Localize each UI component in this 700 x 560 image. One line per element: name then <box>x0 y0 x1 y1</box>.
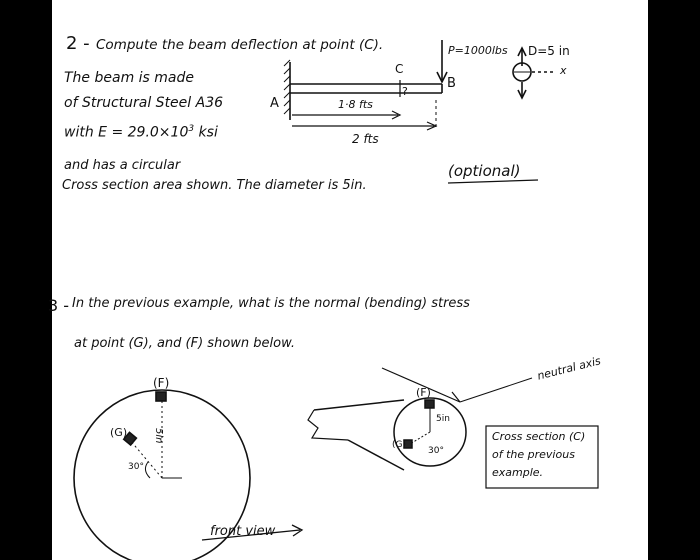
problem-2-text-line3 <box>64 124 218 141</box>
optional-underline <box>448 180 538 183</box>
label-point-b: B <box>447 76 456 91</box>
front-angle-arc <box>145 462 150 478</box>
note-line-1: Cross section (C) <box>492 430 586 443</box>
iso-g-line <box>410 432 430 444</box>
iso-angle-label: 30° <box>428 446 444 456</box>
worksheet-page <box>48 0 648 560</box>
problem-2-text-line2: of Structural Steel A36 <box>64 95 224 111</box>
dim-label-2: 2 fts <box>352 132 379 146</box>
problem-3-text-line2: at point (G), and (F) shown below. <box>74 336 296 351</box>
optional-label: (optional) <box>448 162 521 180</box>
iso-label-g: (G) <box>392 440 406 450</box>
load-label: P=1000lbs <box>448 44 508 57</box>
problem-2-text-line5: Cross section area shown. The diameter is 5in. <box>62 178 367 193</box>
iso-point-f <box>425 400 434 408</box>
beam-diagram <box>284 40 556 130</box>
problem-3-text-line1: In the previous example, what is the normal (bending) stress <box>72 296 470 311</box>
point-f-marker <box>156 392 166 401</box>
front-label-g: (G) <box>110 426 128 439</box>
question-mark: ? <box>402 85 408 98</box>
front-radius-label: 5in <box>153 428 164 444</box>
note-line-2: of the previous <box>492 448 575 461</box>
front-label-f: (F) <box>153 376 170 390</box>
x-axis-label: x <box>560 64 567 77</box>
isometric-sketch <box>308 368 598 488</box>
front-view-label: front view <box>210 524 276 539</box>
label-point-a: A <box>270 96 279 111</box>
problem-2-title: Compute the beam deflection at point (C). <box>96 37 384 53</box>
iso-top-edge <box>314 400 404 410</box>
dim-label-1-8: 1·8 fts <box>338 98 373 111</box>
neutral-axis-label: neutral axis <box>536 354 603 383</box>
wall-hatching <box>284 60 290 114</box>
modulus-unit: ksi <box>198 124 218 141</box>
problem-2-text-line1: The beam is made <box>64 70 195 86</box>
diameter-label: D=5 in <box>528 44 570 58</box>
note-line-3: example. <box>492 466 544 479</box>
iso-break-line <box>308 410 348 440</box>
iso-label-f: (F) <box>416 386 431 399</box>
problem-2-number: 2 - <box>66 33 90 54</box>
problem-2-text-line4: and has a circular <box>64 158 181 173</box>
iso-radius-label: 5in <box>436 414 450 424</box>
modulus-exponent: 3 <box>188 124 195 134</box>
label-point-c: C <box>395 62 404 76</box>
front-angle-label: 30° <box>128 462 144 472</box>
neutral-axis-line <box>460 378 532 402</box>
modulus-value: with E = 29.0×10 <box>64 124 189 141</box>
problem-3-number: 3 - <box>48 296 70 315</box>
